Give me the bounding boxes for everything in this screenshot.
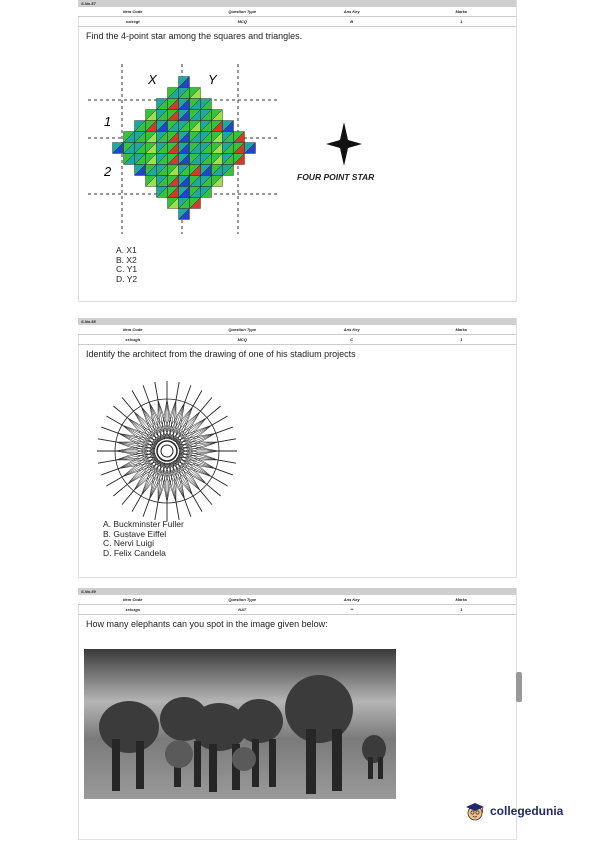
question-type-header: Question Type [228, 597, 257, 602]
option-a: A. X1 [116, 245, 137, 255]
meta-values [78, 605, 516, 615]
meta-values [78, 17, 516, 27]
collegedunia-logo [464, 800, 563, 822]
question-text: Find the 4-point star among the squares and triangles. [86, 31, 303, 41]
marks-value: 1 [460, 607, 463, 612]
brand-name: collegedunia [490, 804, 564, 818]
option-d: D. Y2 [116, 273, 138, 284]
options-list-57 [116, 246, 137, 284]
meta-header [78, 325, 516, 335]
question-type-header: Question Type [228, 327, 257, 332]
question-number: S.No.59 [78, 588, 516, 595]
option-a: A. Buckminster Fuller [103, 519, 184, 529]
item-code-header: Item Code [123, 9, 143, 14]
stadium-drawing [94, 378, 240, 524]
question-type-value: NAT [238, 607, 247, 612]
question-type-value: MCQ [237, 19, 247, 24]
question-number: S.No.57 [78, 0, 516, 7]
marks-header: Marks [455, 9, 468, 14]
meta-header [78, 595, 516, 605]
question-text: How many elephants can you spot in the image given below: [86, 619, 328, 629]
col-label-x: X [148, 72, 157, 87]
item-code-value: xxlxxgs [125, 607, 141, 612]
meta-header [78, 7, 516, 17]
marks-header: Marks [455, 597, 468, 602]
item-code-header: Item Code [123, 597, 143, 602]
options-list-58 [103, 520, 184, 558]
marks-value: 1 [460, 19, 463, 24]
star-puzzle-figure [88, 64, 278, 234]
col-label-y: Y [208, 72, 217, 87]
four-point-star-icon [326, 122, 362, 166]
question-59 [78, 588, 516, 633]
question-type-header: Question Type [228, 9, 257, 14]
meta-values [78, 335, 516, 345]
option-c: C. Nervi Luigi [103, 538, 155, 548]
ans-key-header: Ans Key [343, 9, 360, 14]
ans-key-header: Ans Key [343, 597, 360, 602]
option-c: C. Y1 [116, 264, 138, 274]
option-b: B. Gustave Eiffel [103, 528, 167, 539]
elephants-photo [84, 649, 396, 799]
marks-header: Marks [455, 327, 468, 332]
question-57 [78, 0, 516, 45]
question-type-value: MCQ [237, 337, 247, 342]
tile-grid [113, 77, 256, 220]
option-b: B. X2 [116, 254, 137, 265]
question-text: Identify the architect from the drawing of one of his stadium projects [86, 349, 356, 359]
ans-key-value: ** [350, 607, 354, 612]
ans-key-value: C [350, 337, 354, 342]
question-58 [78, 318, 516, 363]
ans-key-value: B [350, 19, 354, 24]
scrollbar-thumb[interactable] [516, 672, 522, 702]
row-label-1: 1 [104, 114, 112, 129]
item-code-value: xxlxxgt [125, 19, 140, 24]
marks-value: 1 [460, 337, 463, 342]
graduate-mascot-icon [464, 800, 486, 822]
item-code-header: Item Code [123, 327, 143, 332]
option-d: D. Felix Candela [103, 547, 166, 558]
row-label-2: 2 [104, 164, 112, 179]
star-caption: FOUR POINT STAR [297, 172, 375, 182]
ans-key-header: Ans Key [343, 327, 360, 332]
item-code-value: xxlxxgh [125, 337, 141, 342]
question-number: S.No.58 [78, 318, 516, 325]
